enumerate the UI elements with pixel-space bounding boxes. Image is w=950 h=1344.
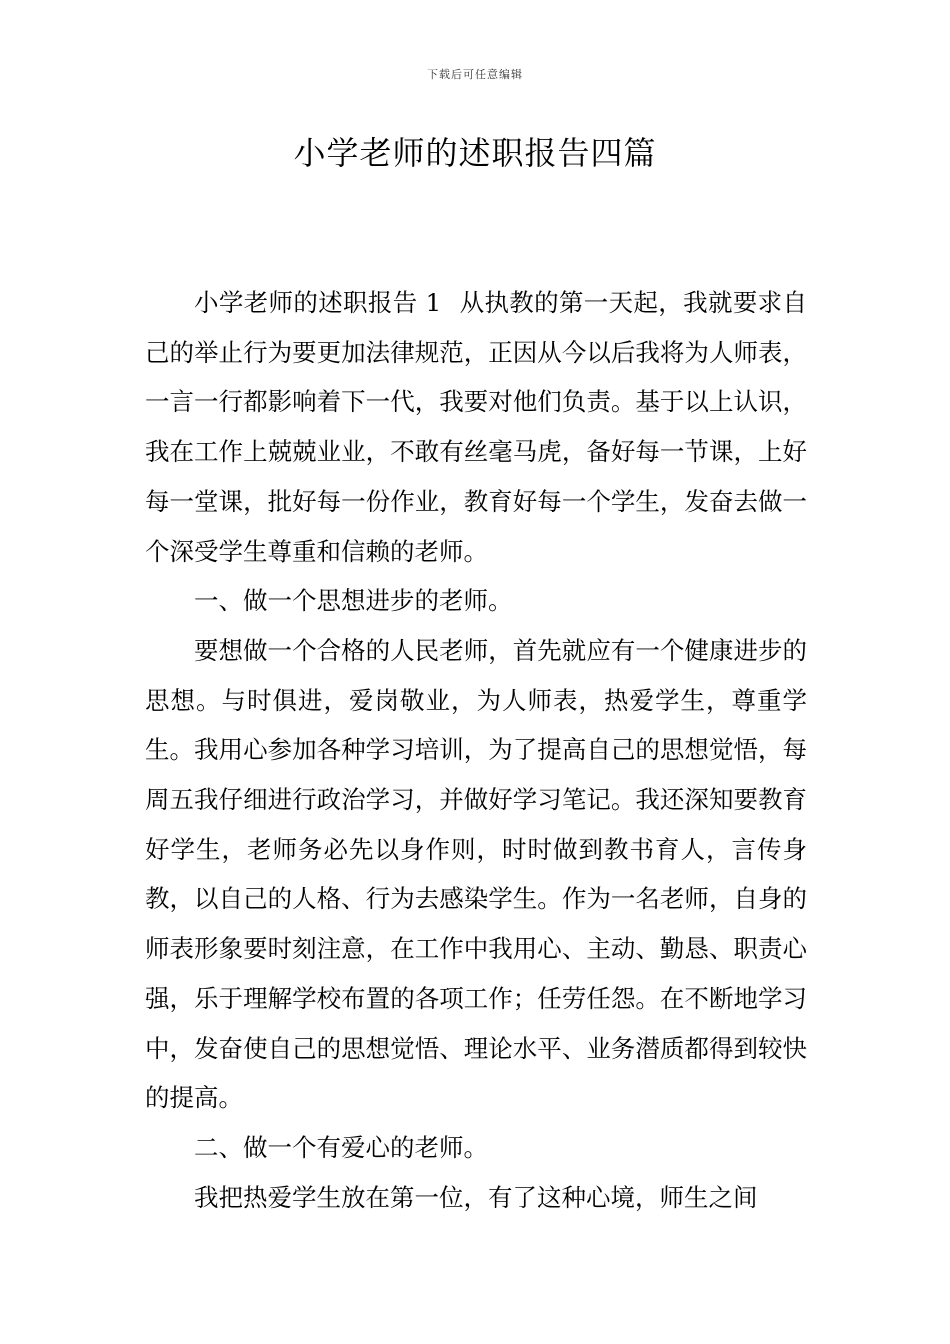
- section-heading-1: 一、做一个思想进步的老师。: [194, 586, 513, 616]
- document-body: [145, 278, 807, 1222]
- paragraph-section-1: 要想做一个合格的人民老师，首先就应有一个健康进步的思想。与时俱进，爱岗敬业，为人师表，热爱学生，尊重学生。我用心参加各种学习培训，为了提高自己的思想觉悟，每周五我仔细进行政治学习，并做好学习笔记。我还深知要教育好学生，老师务必先以身作则，时时做到教书育人，言传身教，以自己的人格、行为去感染学生。作为一名老师，自身的师表形象要时刻注意，在工作中我用心、主动、勤恳、职责心强，乐于理解学校布置的各项工作；任劳任怨。在不断地学习中，发奋使自己的思想觉悟、理论水平、业务潜质都得到较快的提高。: [145, 635, 807, 1113]
- section-heading-2: 二、做一个有爱心的老师。: [194, 1132, 488, 1162]
- paragraph-section-2: 我把热爱学生放在第一位，有了这种心境，师生之间: [194, 1182, 758, 1212]
- paragraph-intro: [145, 278, 807, 576]
- header-note: 下载后可任意编辑: [427, 68, 523, 81]
- report-subtitle: 小学老师的述职报告 1: [194, 288, 442, 317]
- paragraph-intro-text: 从执教的第一天起，我就要求自己的举止行为要更加法律规范，正因从今以后我将为人师表，一言一行都影响着下一代，我要对他们负责。基于以上认识，我在工作上兢兢业业，不敢有丝毫马虎，备好每一节课，上好每一堂课，批好每一份作业，教育好每一个学生，发奋去做一个深受学生尊重和信赖的老师。: [145, 288, 808, 566]
- document-title: 小学老师的述职报告四篇: [293, 134, 657, 172]
